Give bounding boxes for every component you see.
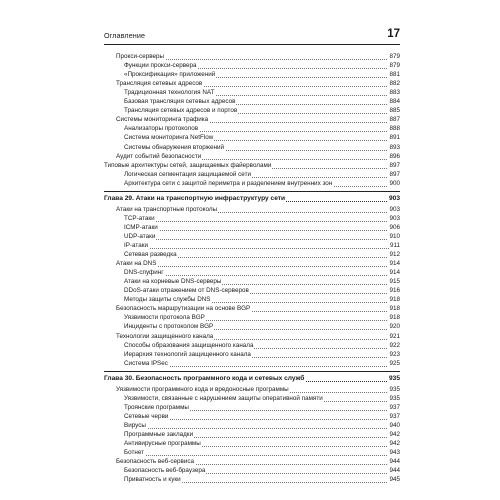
toc-entry[interactable] <box>0 286 500 295</box>
toc-entry-label: Безопасность веб-сервиса <box>116 458 194 466</box>
toc-entry-label: Троянские программы <box>124 403 189 411</box>
toc-entry[interactable] <box>0 70 500 79</box>
toc-entry-label: Программные закладки <box>124 431 194 438</box>
toc-entry-page: 903 <box>388 194 400 202</box>
toc-entry-page: 943 <box>389 449 400 457</box>
toc-entry-label: Атаки на DNS <box>116 260 157 268</box>
toc-entry[interactable] <box>0 52 500 61</box>
toc-entry-page: 896 <box>389 152 400 160</box>
toc-entry[interactable] <box>0 350 500 359</box>
toc-entry[interactable] <box>0 259 500 268</box>
toc-entry-label: Архитектура сети с защитой периметра и разделением внутренних зон <box>124 179 333 187</box>
toc-entry-page: 937 <box>389 403 400 411</box>
toc-entry-page: 922 <box>389 341 400 349</box>
toc-entry[interactable] <box>0 88 500 97</box>
toc-entry-page: 888 <box>389 125 400 133</box>
toc-entry-page: 916 <box>389 287 400 295</box>
toc-entry-label: Уязвимости протокола BGP <box>124 314 205 322</box>
toc-entry-page: 903 <box>389 214 400 222</box>
toc-entry-page: 935 <box>388 374 400 382</box>
toc-entry[interactable] <box>0 223 500 232</box>
toc-entry[interactable] <box>0 295 500 304</box>
toc-entry-page: 942 <box>389 440 400 448</box>
toc-entry-label: Системы обнаружения вторжений <box>124 143 224 151</box>
toc-entry-label: Антивирусные программы <box>124 440 201 448</box>
toc-entry-page: 945 <box>389 476 400 484</box>
toc-entry[interactable] <box>0 106 500 115</box>
toc-entry-page: 935 <box>389 394 400 402</box>
toc-entry-page: 914 <box>389 260 400 268</box>
toc-entry[interactable] <box>0 277 500 286</box>
toc-entry-page: 921 <box>389 332 400 340</box>
toc-entry-label: Методы защиты службы DNS <box>124 296 211 304</box>
toc-entry-label: Приватность и куки <box>124 476 181 484</box>
dot-leader <box>124 454 393 456</box>
toc-entry[interactable] <box>0 385 500 394</box>
toc-entry[interactable] <box>0 439 500 448</box>
toc-entry[interactable] <box>0 430 500 439</box>
toc-entry-page: 879 <box>389 62 400 70</box>
toc-entry-page: 925 <box>389 359 400 367</box>
toc-entry-label: Инциденты с протоколом BGP <box>124 323 214 331</box>
running-header-title: Оглавление <box>104 31 146 40</box>
toc-entry-page: 918 <box>389 305 400 313</box>
toc-entry[interactable] <box>0 79 500 88</box>
toc-entry-page: 881 <box>389 71 400 79</box>
toc-entry[interactable] <box>0 115 500 124</box>
toc-entry-page: 891 <box>389 134 400 142</box>
toc-entry-label: Ботнет <box>124 449 145 457</box>
toc-entry-label: DNS-спуфинг <box>124 269 164 277</box>
toc-entry-page: 918 <box>389 296 400 304</box>
toc-entry-label: Анализаторы протоколов <box>124 125 199 133</box>
toc-entry[interactable] <box>0 250 500 259</box>
toc-entry-page: 903 <box>389 205 400 213</box>
toc-entry-page: 893 <box>389 143 400 151</box>
toc-entry[interactable] <box>0 61 500 70</box>
toc-entry-label: ICMP-атаки <box>124 223 158 231</box>
toc-entry[interactable] <box>0 304 500 313</box>
toc-entry-label: Безопасность маршрутизации на основе BGP <box>116 305 251 313</box>
toc-entry-label: Традиционная технология NAT <box>124 89 215 97</box>
toc-entry-label: Иерархия технологий защищенного канала <box>124 350 251 358</box>
dot-leader <box>124 427 393 429</box>
toc-entry-label: Безопасность веб-браузера <box>124 467 206 475</box>
toc-entry[interactable] <box>0 133 500 142</box>
toc-entry-label: Уязвимости, связанные с нарушением защиты оперативной памяти <box>124 394 323 402</box>
toc-entry[interactable] <box>0 322 500 331</box>
dot-leader <box>124 229 393 231</box>
toc-chapter-entry[interactable] <box>0 374 500 383</box>
dot-leader <box>124 238 393 240</box>
toc-entry-page: 887 <box>389 116 400 124</box>
toc-entry-page: 906 <box>389 223 400 231</box>
toc-entry-label: Технологии защищенного канала <box>116 332 214 340</box>
toc-entry[interactable] <box>0 152 500 161</box>
toc-entry-page: 942 <box>389 431 400 438</box>
toc-entry-page: 944 <box>389 467 400 475</box>
toc-entry-page: 914 <box>389 269 400 277</box>
toc-entry-page: 944 <box>389 458 400 466</box>
toc-entry[interactable] <box>0 170 500 179</box>
toc-entry-page: 910 <box>389 232 400 240</box>
toc-entry[interactable] <box>0 421 500 430</box>
toc-entry-page: 940 <box>389 421 400 429</box>
toc-entry-label: Прокси-серверы <box>116 53 165 60</box>
toc-entry[interactable] <box>0 97 500 106</box>
toc-entry-label: Трансляция сетевых адресов и портов <box>124 107 238 115</box>
toc-entry-page: 884 <box>389 98 400 106</box>
toc-entry-page: 915 <box>389 278 400 286</box>
toc-entry[interactable] <box>0 268 500 277</box>
toc-entry-label: Способы образования защищенного канала <box>124 341 254 349</box>
toc-entry-label: IP-атаки <box>124 242 148 249</box>
toc-entry[interactable] <box>0 394 500 403</box>
toc-entry-label: Аудит событий безопасности <box>116 152 202 160</box>
toc-entry-label: Системы мониторинга трафика <box>116 116 209 124</box>
toc-entry-page: 935 <box>389 385 400 393</box>
toc-entry[interactable] <box>0 403 500 412</box>
dot-leader <box>124 247 393 249</box>
toc-entry-label: DDoS-атаки отражением от DNS-серверов <box>124 287 249 295</box>
toc-entry-label: Система IPSec <box>124 359 168 367</box>
toc-entry[interactable] <box>0 359 500 368</box>
toc-entry-label: Вирусы <box>124 421 146 429</box>
toc-entry-label: Уязвимости программного кода и вредоносные программы <box>116 385 289 393</box>
toc-entry[interactable] <box>0 232 500 241</box>
toc-entry-page: 911 <box>389 242 400 249</box>
toc-entry-page: 897 <box>389 170 400 178</box>
toc-entry[interactable] <box>0 214 500 223</box>
toc-entry-label: Функции прокси-сервера <box>124 62 197 70</box>
toc-entry-label: Глава 29. Атаки на транспортную инфраструктуру сети <box>104 194 286 202</box>
page-number: 17 <box>387 28 400 40</box>
toc-entry-page: 937 <box>389 412 400 420</box>
toc-entry-page: 879 <box>389 53 400 60</box>
toc-entry[interactable] <box>0 313 500 322</box>
toc-entry-label: Трансляция сетевых адресов <box>116 80 203 88</box>
toc-entry-label: Типовые архитектуры сетей, защищаемых файерволами <box>104 161 272 169</box>
toc-entry-label: TCP-атаки <box>124 214 155 222</box>
toc-entry[interactable] <box>0 466 500 475</box>
toc-entry-label: Сетевые черви <box>124 412 169 420</box>
toc-entry[interactable] <box>0 161 500 170</box>
dot-leader <box>116 265 393 267</box>
toc-entry[interactable] <box>0 341 500 350</box>
toc-entry-label: UDP-атаки <box>124 232 156 240</box>
toc-entry[interactable] <box>0 179 500 188</box>
toc-entry[interactable] <box>0 332 500 341</box>
toc-entry[interactable] <box>0 205 500 214</box>
toc-entry-page: 883 <box>389 89 400 97</box>
toc-entry[interactable] <box>0 457 500 466</box>
toc-entry-label: Система мониторинга NetFlow <box>124 134 214 142</box>
toc-entry-label: «Проксификация» приложений <box>124 71 216 79</box>
toc-entry-page: 923 <box>389 350 400 358</box>
toc-entry[interactable] <box>0 448 500 457</box>
toc-entry-page: 920 <box>389 323 400 331</box>
toc-entry-label: Атаки на корневые DNS-серверы <box>124 278 222 286</box>
chapter-separator <box>104 191 400 192</box>
toc-entry-label: Атаки на транспортные протоколы <box>116 205 218 213</box>
toc-entry-label: Базовая трансляция сетевых адресов <box>124 98 236 106</box>
toc-entry[interactable] <box>0 124 500 133</box>
toc-entry[interactable] <box>0 412 500 421</box>
toc-entry-page: 885 <box>389 107 400 115</box>
toc-entry-page: 918 <box>389 314 400 322</box>
toc-entry[interactable] <box>0 241 500 250</box>
toc-entry-page: 900 <box>389 179 400 187</box>
toc-entry-label: Сетевая разведка <box>124 251 177 259</box>
toc-entry-page: 912 <box>389 251 400 259</box>
toc-entry-label: Логическая сегментация защищаемой сети <box>124 170 252 178</box>
toc-entry-label: Глава 30. Безопасность программного кода и сетевых служб <box>104 374 305 382</box>
toc-entry-page: 897 <box>389 161 400 169</box>
dot-leader <box>124 220 393 222</box>
toc-chapter-entry[interactable] <box>0 194 500 203</box>
toc-entry[interactable] <box>0 475 500 484</box>
toc-entry[interactable] <box>0 143 500 152</box>
chapter-separator <box>104 371 400 372</box>
toc-entry-page: 882 <box>389 80 400 88</box>
